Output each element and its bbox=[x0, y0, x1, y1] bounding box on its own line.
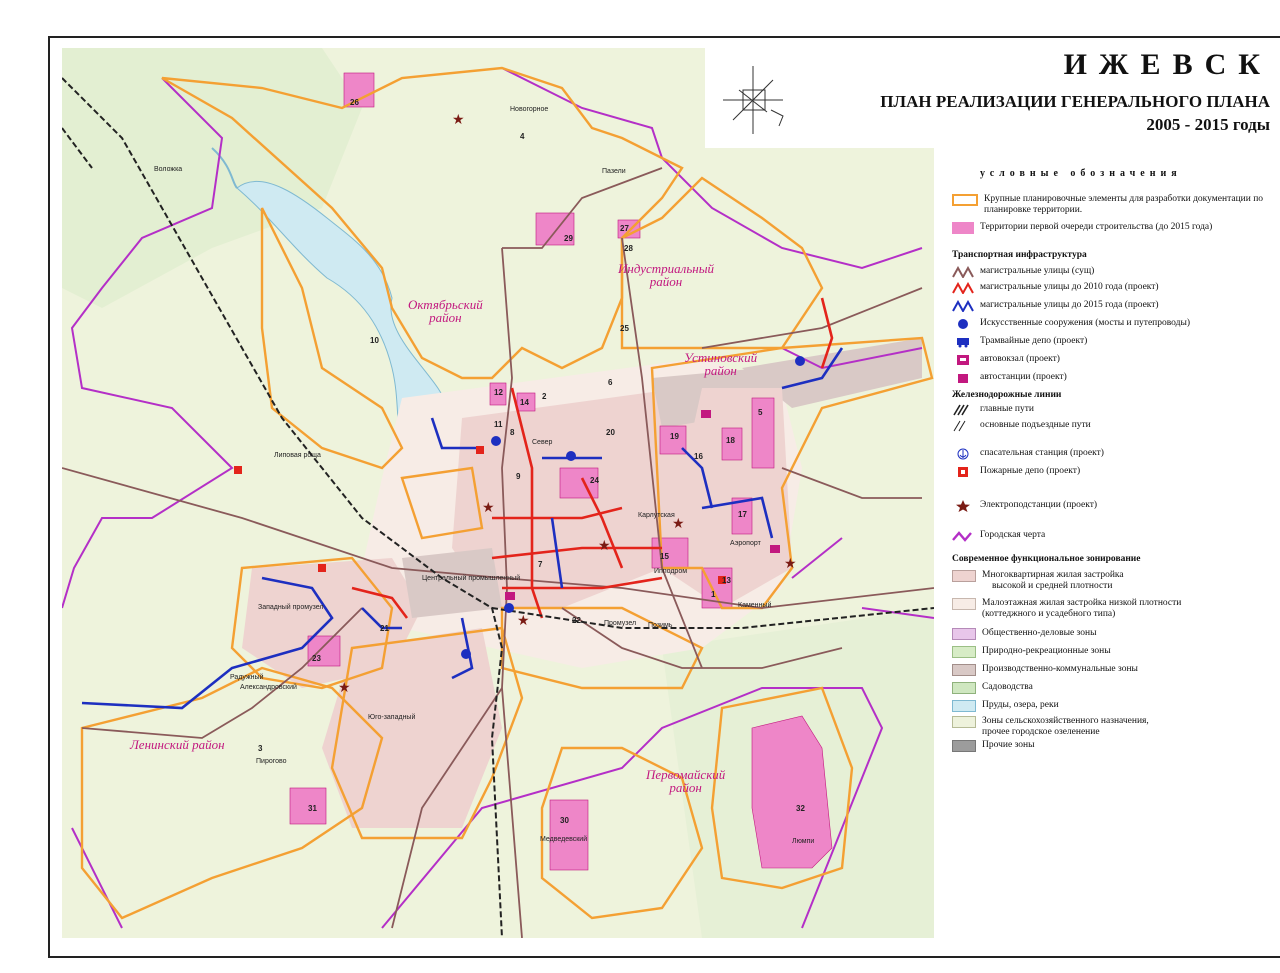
place-label: Север bbox=[532, 439, 553, 446]
title-block bbox=[705, 48, 1280, 148]
site-number: 2 bbox=[542, 392, 547, 401]
legend-item-rail-main bbox=[952, 404, 1034, 416]
site-number: 1 bbox=[711, 590, 716, 599]
legend-item-bus-terminal bbox=[952, 354, 1060, 366]
legend-label-line: высокой и средней плотности bbox=[992, 581, 1113, 591]
site-number: 31 bbox=[308, 804, 317, 813]
district-ustinovsky bbox=[684, 351, 757, 377]
legend-item-zone-garden bbox=[952, 682, 1033, 694]
zone-swatch-icon bbox=[952, 716, 976, 728]
site-number: 23 bbox=[312, 654, 321, 663]
railway-siding-icon bbox=[952, 420, 974, 432]
legend-item-fire bbox=[952, 466, 1080, 478]
legend-rail-heading: Железнодорожные линии bbox=[952, 390, 1062, 400]
legend-item-roads-2015 bbox=[952, 300, 1159, 312]
legend-label bbox=[982, 570, 1124, 592]
legend-label: спасательная станция (проект) bbox=[980, 448, 1104, 458]
legend-item-bus-stations bbox=[952, 372, 1067, 384]
district-industrialny bbox=[618, 262, 714, 288]
district-suffix: район bbox=[704, 363, 737, 378]
site-number: 32 bbox=[796, 804, 805, 813]
city-limit-icon bbox=[952, 530, 974, 542]
fire-depot-icon bbox=[952, 466, 974, 478]
legend-label-line: прочее городское озеленение bbox=[982, 727, 1100, 737]
railway-main-icon bbox=[952, 404, 974, 416]
site-number: 20 bbox=[606, 428, 615, 437]
site-number: 4 bbox=[520, 132, 525, 141]
tram-icon bbox=[952, 336, 974, 348]
legend-label: Пруды, озера, реки bbox=[982, 700, 1059, 710]
legend-transport-heading: Транспортная инфраструктура bbox=[952, 250, 1087, 260]
site-number: 15 bbox=[660, 552, 669, 561]
plan-title: ПЛАН РЕАЛИЗАЦИИ ГЕНЕРАЛЬНОГО ПЛАНА bbox=[880, 92, 1270, 111]
legend-label: Производственно-коммунальные зоны bbox=[982, 664, 1138, 674]
svg-text:★: ★ bbox=[452, 112, 465, 128]
place-label: Люмпи bbox=[792, 838, 815, 845]
legend-label: основные подъездные пути bbox=[980, 420, 1091, 430]
zone-swatch-icon bbox=[952, 740, 976, 752]
legend-item-city-limit bbox=[952, 530, 1045, 542]
place-label: Воложка bbox=[154, 166, 183, 173]
legend-label: Общественно-деловые зоны bbox=[982, 628, 1097, 638]
legend-label: Пожарные депо (проект) bbox=[980, 466, 1081, 476]
legend-item-zone-public bbox=[952, 628, 1096, 640]
star-icon bbox=[952, 500, 974, 512]
site-number: 12 bbox=[494, 388, 503, 397]
site-number: 14 bbox=[520, 398, 529, 407]
legend-label-line: Зоны сельскохозяйственного назначения, bbox=[982, 716, 1149, 726]
legend-item-zone-green bbox=[952, 646, 1111, 658]
legend-item-rail-sidings bbox=[952, 420, 1091, 432]
legend-label: Крупные планировочные элементы для разработки документации по планировке территории. bbox=[984, 194, 1264, 215]
site-number: 29 bbox=[564, 234, 573, 243]
site-number: 26 bbox=[350, 98, 359, 107]
legend-label: Садоводства bbox=[982, 682, 1033, 692]
place-label: Западный промузел bbox=[258, 604, 324, 611]
plan-years: 2005 - 2015 годы bbox=[1146, 115, 1270, 134]
legend-item-zone-industry bbox=[952, 664, 1138, 676]
place-label: Промузел bbox=[604, 620, 637, 627]
legend-zoning-heading: Современное функциональное зонирование bbox=[952, 554, 1141, 564]
place-label: Юго-западный bbox=[368, 714, 416, 721]
legend-label: магистральные улицы (сущ) bbox=[980, 266, 1095, 276]
zone-swatch-icon bbox=[952, 700, 976, 712]
legend-label-line: (коттеджного и усадебного типа) bbox=[982, 609, 1116, 619]
district-name: Устиновский bbox=[684, 350, 758, 365]
legend-item-planning bbox=[952, 194, 1274, 216]
legend-label: магистральные улицы до 2010 года (проект) bbox=[980, 282, 1159, 292]
svg-text:★: ★ bbox=[482, 500, 495, 516]
site-number: 3 bbox=[258, 744, 263, 753]
place-label: Карлутская bbox=[638, 512, 675, 519]
bus-terminal-icon bbox=[952, 354, 974, 366]
site-number: 30 bbox=[560, 816, 569, 825]
svg-text:★: ★ bbox=[672, 516, 685, 532]
place-label: Ипподром bbox=[654, 568, 688, 575]
legend-item-zone-water bbox=[952, 700, 1059, 712]
place-label: Центральный промышленный bbox=[422, 575, 521, 582]
district-name: Октябрьский bbox=[408, 297, 483, 312]
place-label: Позимь bbox=[648, 622, 673, 629]
district-name: Ленинский район bbox=[130, 737, 225, 752]
legend-item-substations bbox=[952, 500, 1097, 512]
site-number: 17 bbox=[738, 510, 747, 519]
site-number: 7 bbox=[538, 560, 543, 569]
zone-swatch-icon bbox=[952, 646, 976, 658]
place-label: Новогорное bbox=[510, 106, 549, 113]
legend-item-zone-agri bbox=[952, 716, 1149, 738]
legend-title: условные обозначения bbox=[980, 168, 1182, 179]
place-label: Каменный bbox=[738, 602, 772, 609]
district-leninsky bbox=[130, 738, 225, 751]
legend-label: Городская черта bbox=[980, 530, 1046, 540]
site-number: 9 bbox=[516, 472, 521, 481]
legend-label-line: Малоэтажная жилая застройка низкой плотности bbox=[982, 598, 1182, 608]
district-suffix: район bbox=[649, 274, 683, 289]
site-number: 22 bbox=[572, 616, 581, 625]
site-number: 25 bbox=[620, 324, 629, 333]
legend-item-first-stage bbox=[952, 222, 1212, 234]
place-label: Пирогово bbox=[256, 758, 287, 765]
zone-swatch-icon bbox=[952, 570, 976, 582]
district-name: Первомайский bbox=[646, 767, 726, 782]
orange-outline-icon bbox=[952, 194, 978, 206]
place-label: Пазели bbox=[602, 168, 626, 175]
legend-item-zone-mid bbox=[952, 570, 1124, 592]
legend-item-roads-2010 bbox=[952, 282, 1159, 294]
brown-road-icon bbox=[952, 266, 974, 278]
place-label: Александровский bbox=[240, 684, 297, 691]
zone-swatch-icon bbox=[952, 628, 976, 640]
legend-item-rescue bbox=[952, 448, 1104, 460]
map-legend bbox=[944, 162, 1280, 762]
legend-item-zone-low bbox=[952, 598, 1181, 620]
legend-item-tram-depot bbox=[952, 336, 1087, 348]
site-number: 10 bbox=[370, 336, 379, 345]
legend-label: Прочие зоны bbox=[982, 740, 1035, 750]
svg-text:★: ★ bbox=[338, 680, 351, 696]
anchor-icon bbox=[952, 448, 974, 460]
legend-label bbox=[982, 598, 1181, 620]
city-title: ИЖЕВСК bbox=[1063, 48, 1272, 81]
north-arrow-icon bbox=[713, 60, 803, 140]
place-label: Аэропорт bbox=[730, 540, 761, 547]
legend-item-roads-existing bbox=[952, 266, 1094, 278]
place-label: Медведевский bbox=[540, 836, 588, 843]
site-number: 16 bbox=[694, 452, 703, 461]
site-number: 19 bbox=[670, 432, 679, 441]
district-oktyabrsky bbox=[408, 298, 483, 324]
legend-label: Электроподстанции (проект) bbox=[980, 500, 1098, 510]
site-number: 28 bbox=[624, 244, 633, 253]
legend-label: Трамвайные депо (проект) bbox=[980, 336, 1088, 346]
district-suffix: район bbox=[429, 310, 462, 325]
district-suffix: район bbox=[669, 780, 702, 795]
zone-swatch-icon bbox=[952, 598, 976, 610]
site-number: 8 bbox=[510, 428, 515, 437]
legend-label: главные пути bbox=[980, 404, 1034, 414]
zone-swatch-icon bbox=[952, 664, 976, 676]
zone-swatch-icon bbox=[952, 682, 976, 694]
site-number: 11 bbox=[494, 420, 503, 429]
legend-label: Территории первой очереди строительства (до 2015 года) bbox=[980, 222, 1213, 232]
blue-road-icon bbox=[952, 300, 974, 312]
site-number: 21 bbox=[380, 624, 389, 633]
place-label: Липовая роща bbox=[274, 452, 321, 459]
legend-label: магистральные улицы до 2015 года (проект) bbox=[980, 300, 1159, 310]
district-name: Индустриальный bbox=[618, 261, 715, 276]
site-number: 18 bbox=[726, 436, 735, 445]
legend-label: Природно-рекреационные зоны bbox=[982, 646, 1111, 656]
place-label: Радужный bbox=[230, 674, 264, 681]
svg-text:★: ★ bbox=[598, 538, 611, 554]
red-road-icon bbox=[952, 282, 974, 294]
legend-label bbox=[982, 716, 1149, 738]
site-number: 13 bbox=[722, 576, 731, 585]
legend-label: автовокзал (проект) bbox=[980, 354, 1060, 364]
site-number: 5 bbox=[758, 408, 763, 417]
legend-label-line: Многоквартирная жилая застройка bbox=[982, 570, 1124, 580]
pink-swatch-icon bbox=[952, 222, 974, 234]
site-number: 27 bbox=[620, 224, 629, 233]
legend-item-bridges bbox=[952, 318, 1190, 330]
legend-item-zone-other bbox=[952, 740, 1034, 752]
city-map[interactable] bbox=[62, 48, 934, 938]
bridge-dot-icon bbox=[952, 318, 974, 330]
site-number: 24 bbox=[590, 476, 599, 485]
district-pervomaysky bbox=[646, 768, 725, 794]
bus-station-icon bbox=[952, 372, 974, 384]
site-number: 6 bbox=[608, 378, 613, 387]
svg-text:★: ★ bbox=[517, 613, 530, 629]
legend-label: автостанции (проект) bbox=[980, 372, 1067, 382]
svg-text:★: ★ bbox=[784, 556, 797, 572]
legend-label: Искусственные сооружения (мосты и путепроводы) bbox=[980, 318, 1191, 328]
